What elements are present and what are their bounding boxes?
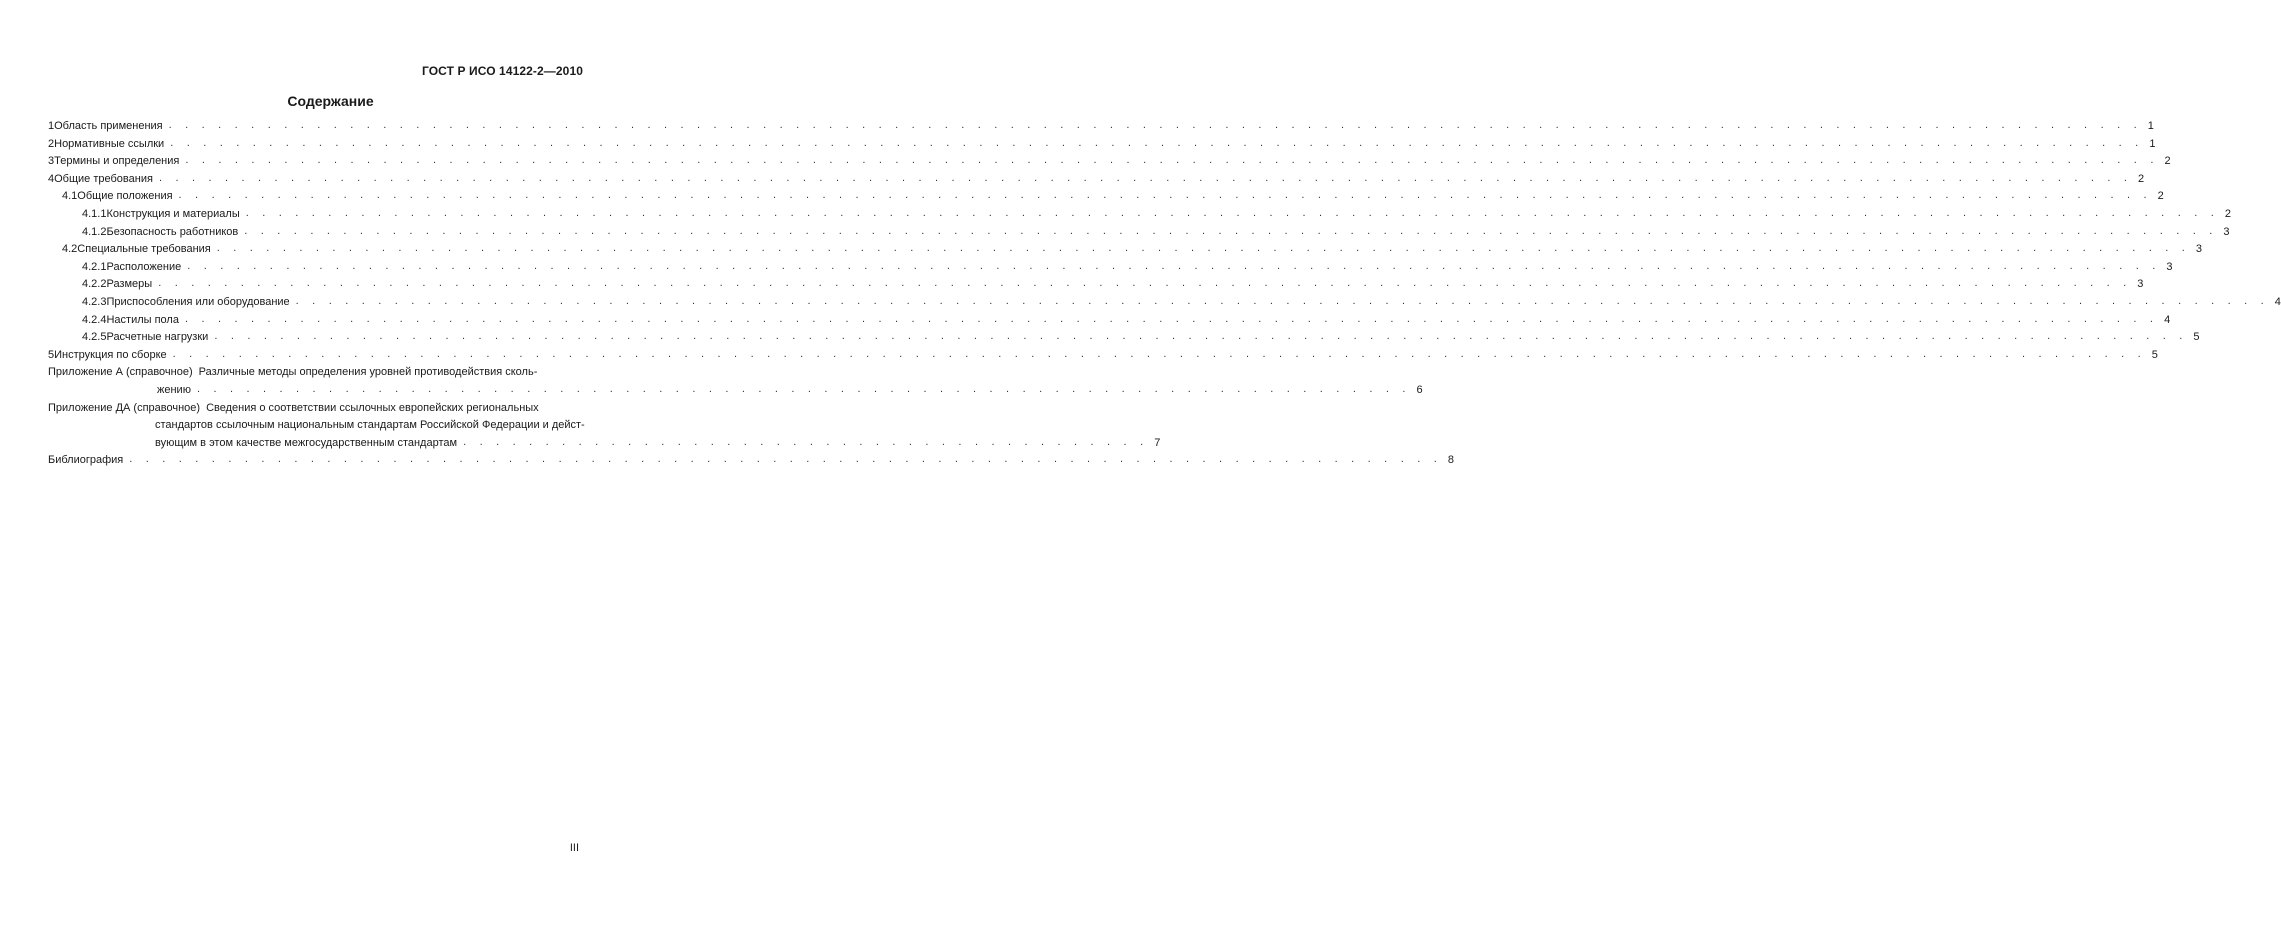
appendix-title-line: вующим в этом качестве межгосударственным стандартам <box>155 436 458 449</box>
leader-dots: . . . . . . . . . . . . . . . . . . . . . . . . . . . . . . . . . . . . . . . . . . . . . . . . . . . . . . . . . . . . . . . . . . . . . . . . . . . . . . . . . . . . . . . . . . . . . . . . . . . . . . . . . . . . . . . . . . . . . . . . <box>185 154 2159 167</box>
toc-entry-text: Общие положения <box>77 190 173 203</box>
toc-entry-text: Инструкция по сборке <box>54 348 167 361</box>
page-number: 8 <box>1447 454 1454 467</box>
appendix-title-line: Различные методы определения уровней противодействия сколь- <box>198 366 538 379</box>
page-title: Содержание <box>287 93 374 109</box>
leader-dots: . . . . . . . . . . . . . . . . . . . . . . . . . . . . . . . . . . . . . . . . . . . . . . . . . . . . . . . . . . . . . . . . . . . . . . . . . . . . . . . . . . . . . . . . . . . . . . . . . . . . . . . . . . . . . . . . . . . . . . . . <box>158 171 2133 184</box>
toc-entry-number: 4.1.1 <box>82 207 107 220</box>
page-number: 5 <box>2193 331 2200 344</box>
toc-entry-number: 4 <box>48 172 55 185</box>
leader-dots: . . . . . . . . . . . . . . . . . . . . . . . . . . . . . . . . . . . . . . . . . . . . . . . . . . . . . . . . . . . . . . . . . . . . . . . . . . <box>196 382 1411 395</box>
leader-dots: . . . . . . . . . . . . . . . . . . . . . . . . . . . . . . . . . . . . . . . . . . . . . . . . . . . . . . . . . . . . . . . . . . . . . . . . . . . . . . . . . . . . . . . . . . . . . . . . . . . . . . . . . . . . . . . . . . . . . . . . <box>216 242 2190 255</box>
leader-dots: . . . . . . . . . . . . . . . . . . . . . . . . . . . . . . . . . . . . . . . . . . <box>463 435 1149 448</box>
page-number: 6 <box>1416 383 1423 396</box>
toc-entry-text: Приспособления или оборудование <box>106 295 290 308</box>
leader-dots: . . . . . . . . . . . . . . . . . . . . . . . . . . . . . . . . . . . . . . . . . . . . . . . . . . . . . . . . . . . . . . . . . . . . . . . . . . . . . . . . . . . . . . . . . . . . . . . . . . . . . . . . . . . . . . . . . . . . . . . . <box>245 206 2219 219</box>
toc-entry-number: 4.1.2 <box>82 225 107 238</box>
page-number: 3 <box>2137 278 2144 291</box>
toc-entry[interactable] <box>48 153 2171 171</box>
toc-entry-number: 4.2.3 <box>82 295 107 308</box>
document-code: ГОСТ Р ИСО 14122-2—2010 <box>421 64 583 78</box>
toc-entry-text: Размеры <box>106 278 153 291</box>
page-number: 4 <box>2164 313 2171 326</box>
leader-dots: . . . . . . . . . . . . . . . . . . . . . . . . . . . . . . . . . . . . . . . . . . . . . . . . . . . . . . . . . . . . . . . . . . . . . . . . . . . . . . . . . . . . . . . . . . . . . . . . . . . . . . . . . . . . . . . . . . . . . . . . <box>184 312 2159 325</box>
page-number: 1 <box>2149 137 2156 150</box>
toc-entry-number: 4.2.1 <box>82 260 107 273</box>
page-number-footer: III <box>569 842 579 854</box>
toc-entry-text: Библиография <box>48 454 124 467</box>
leader-dots: . . . . . . . . . . . . . . . . . . . . . . . . . . . . . . . . . . . . . . . . . . . . . . . . . . . . . . . . . . . . . . . . . . . . . . . . . . . . . . . . <box>129 453 1442 466</box>
appendix-label: Приложение ДА (справочное) <box>48 401 201 414</box>
toc-entry-number: 4.1 <box>62 190 78 203</box>
appendix-title-line: стандартов ссылочным национальным стандартам Российской Федерации и дейст- <box>155 419 585 432</box>
appendix-label: Приложение А (справочное) <box>48 366 193 379</box>
page-number: 5 <box>2151 348 2158 361</box>
toc-entry-text: Общие требования <box>54 172 153 185</box>
toc-entry-appendix-a[interactable] <box>48 364 1423 399</box>
toc-entry[interactable] <box>48 118 2154 136</box>
toc-entry-number: 3 <box>48 155 55 168</box>
toc-entry[interactable] <box>48 329 2200 347</box>
appendix-title-line: жению <box>157 383 191 396</box>
toc-entry-text: Расчетные нагрузки <box>106 331 209 344</box>
page-number: 3 <box>2195 243 2202 256</box>
toc-entry-text: Расположение <box>106 260 182 273</box>
leader-dots: . . . . . . . . . . . . . . . . . . . . . . . . . . . . . . . . . . . . . . . . . . . . . . . . . . . . . . . . . . . . . . . . . . . . . . . . . . . . . . . . . . . . . . . . . . . . . . . . . . . . . . . . . . . . . . . . . . . . . . . . <box>168 119 2142 131</box>
toc-entry-text: Настилы пола <box>106 313 179 326</box>
toc-entry-text: Нормативные ссылки <box>54 137 165 150</box>
toc-entry-number: 5 <box>48 348 55 361</box>
leader-dots: . . . . . . . . . . . . . . . . . . . . . . . . . . . . . . . . . . . . . . . . . . . . . . . . . . . . . . . . . . . . . . . . . . . . . . . . . . . . . . . . . . . . . . . . . . . . . . . . . . . . . . . . . . . . . . . . . . . . . . . . <box>170 136 2144 149</box>
leader-dots: . . . . . . . . . . . . . . . . . . . . . . . . . . . . . . . . . . . . . . . . . . . . . . . . . . . . . . . . . . . . . . . . . . . . . . . . . . . . . . . . . . . . . . . . . . . . . . . . . . . . . . . . . . . . . . . . . . . . . . . . <box>187 259 2161 272</box>
toc-entry-number: 2 <box>48 137 55 150</box>
toc-entry[interactable] <box>48 294 2281 312</box>
page-number: 4 <box>2274 295 2281 308</box>
appendix-title-line: Сведения о соответствии ссылочных европейских региональных <box>206 401 539 414</box>
leader-dots: . . . . . . . . . . . . . . . . . . . . . . . . . . . . . . . . . . . . . . . . . . . . . . . . . . . . . . . . . . . . . . . . . . . . . . . . . . . . . . . . . . . . . . . . . . . . . . . . . . . . . . . . . . . . . . . . . . . . . . . . <box>244 224 2218 237</box>
toc-entry[interactable] <box>48 171 2145 189</box>
toc-entry[interactable] <box>48 312 2171 330</box>
toc-entry-text: Термины и определения <box>54 155 180 168</box>
toc-entry-number: 4.2.2 <box>82 278 107 291</box>
page-number: 2 <box>2224 207 2231 220</box>
toc-entry[interactable] <box>48 259 2173 277</box>
toc-entry[interactable] <box>48 224 2230 242</box>
page-number: 7 <box>1154 436 1161 449</box>
toc-entry-text: Специальные требования <box>77 243 211 256</box>
page-number: 2 <box>2164 155 2171 168</box>
toc-entry[interactable] <box>48 188 2164 206</box>
leader-dots: . . . . . . . . . . . . . . . . . . . . . . . . . . . . . . . . . . . . . . . . . . . . . . . . . . . . . . . . . . . . . . . . . . . . . . . . . . . . . . . . . . . . . . . . . . . . . . . . . . . . . . . . . . . . . . . . . . . . . . . . <box>178 189 2152 202</box>
toc-entry[interactable] <box>48 241 2202 259</box>
toc-entry[interactable] <box>48 347 2158 365</box>
toc-entry[interactable] <box>48 206 2231 224</box>
page-number: 2 <box>2138 172 2145 185</box>
leader-dots: . . . . . . . . . . . . . . . . . . . . . . . . . . . . . . . . . . . . . . . . . . . . . . . . . . . . . . . . . . . . . . . . . . . . . . . . . . . . . . . . . . . . . . . . . . . . . . . . . . . . . . . . . . . . . . . . . . . . . . . . <box>158 277 2132 290</box>
toc-entry-number: 4.2 <box>62 243 78 256</box>
toc-entry-number: 4.2.4 <box>82 313 107 326</box>
leader-dots: . . . . . . . . . . . . . . . . . . . . . . . . . . . . . . . . . . . . . . . . . . . . . . . . . . . . . . . . . . . . . . . . . . . . . . . . . . . . . . . . . . . . . . . . . . . . . . . . . . . . . . . . . . . . . . . . . . . . . . . . <box>172 347 2146 360</box>
leader-dots: . . . . . . . . . . . . . . . . . . . . . . . . . . . . . . . . . . . . . . . . . . . . . . . . . . . . . . . . . . . . . . . . . . . . . . . . . . . . . . . . . . . . . . . . . . . . . . . . . . . . . . . . . . . . . . . . . . . . . . . . <box>214 330 2188 343</box>
toc-entry-text: Безопасность работников <box>106 225 239 238</box>
toc-entry-number: 1 <box>48 120 55 132</box>
page-number: 2 <box>2157 190 2164 203</box>
page-number: 3 <box>2166 260 2173 273</box>
toc-entry[interactable] <box>48 136 2156 154</box>
toc-entry-text: Конструкция и материалы <box>106 207 240 220</box>
table-of-contents <box>48 118 2281 470</box>
toc-entry-text: Область применения <box>54 120 163 132</box>
toc-entry-appendix-da[interactable] <box>48 400 1161 453</box>
leader-dots: . . . . . . . . . . . . . . . . . . . . . . . . . . . . . . . . . . . . . . . . . . . . . . . . . . . . . . . . . . . . . . . . . . . . . . . . . . . . . . . . . . . . . . . . . . . . . . . . . . . . . . . . . . . . . . . . . . . . . . . . <box>295 294 2269 307</box>
toc-entry[interactable] <box>48 276 2144 294</box>
toc-entry-number: 4.2.5 <box>82 331 107 344</box>
page-number: 3 <box>2223 225 2230 238</box>
page-number: 1 <box>2147 120 2154 132</box>
toc-entry-bibliography[interactable] <box>48 452 1454 470</box>
